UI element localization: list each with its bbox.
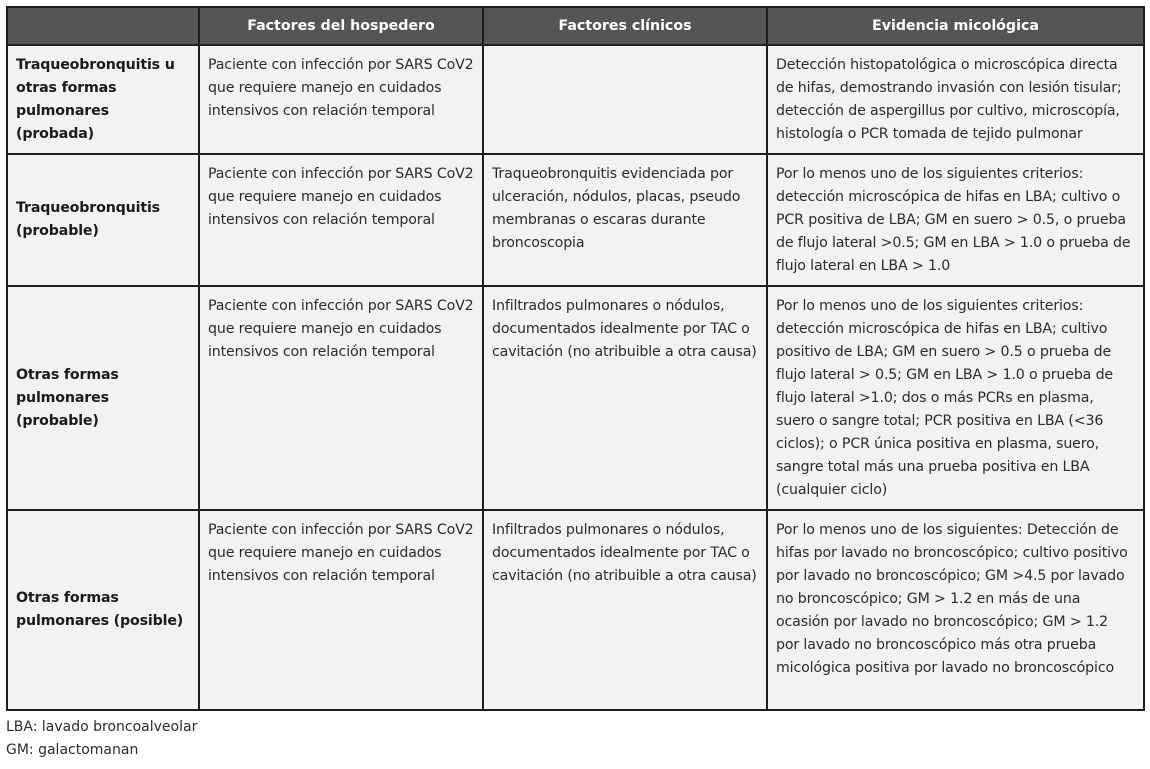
- footnote-lba: LBA: lavado broncoalveolar: [6, 719, 198, 735]
- criteria-table: [6, 6, 1145, 711]
- cell-host-factors: Paciente con infección por SARS CoV2 que requiere manejo en cuidados intensivos con relación temporal: [199, 154, 483, 286]
- table-body: [7, 45, 1144, 710]
- table-row: [7, 45, 1144, 154]
- cell-mycological-evidence: Por lo menos uno de los siguientes criterios: detección microscópica de hifas en LBA; cultivo positivo de LBA; GM en suero > 0.5 o prueba de flujo lateral > 0.5; GM en LBA > 1.0 o prueba de flujo lateral >1.0; dos o más PCRs en plasma, suero o sangre total; PCR positiva en LBA (<36 ciclos); o PCR única positiva en plasma, suero, sangre total más una prueba positiva en LBA (cualquier ciclo): [767, 286, 1144, 510]
- cell-host-factors: Paciente con infección por SARS CoV2 que requiere manejo en cuidados intensivos con relación temporal: [199, 510, 483, 710]
- table-header: [7, 7, 1144, 45]
- cell-clinical-factors: Infiltrados pulmonares o nódulos, documentados idealmente por TAC o cavitación (no atribuible a otra causa): [483, 510, 767, 710]
- row-category: Traqueobronquitis (probable): [7, 154, 199, 286]
- header-clinical-factors: Factores clínicos: [483, 7, 767, 45]
- cell-clinical-factors: [483, 45, 767, 154]
- footnote-gm: GM: galactomanan: [6, 742, 139, 758]
- header-category: [7, 7, 199, 45]
- header-row: [7, 7, 1144, 45]
- row-category: Otras formas pulmonares (probable): [7, 286, 199, 510]
- header-host-factors: Factores del hospedero: [199, 7, 483, 45]
- table-row: [7, 154, 1144, 286]
- cell-clinical-factors: Infiltrados pulmonares o nódulos, documentados idealmente por TAC o cavitación (no atribuible a otra causa): [483, 286, 767, 510]
- header-mycological-evidence: Evidencia micológica: [767, 7, 1144, 45]
- table-row: [7, 510, 1144, 710]
- cell-mycological-evidence: Detección histopatológica o microscópica directa de hifas, demostrando invasión con lesión tisular; detección de aspergillus por cultivo, microscopía, histología o PCR tomada de tejido pulmonar: [767, 45, 1144, 154]
- row-category: Traqueobronquitis u otras formas pulmonares (probada): [7, 45, 199, 154]
- cell-mycological-evidence: Por lo menos uno de los siguientes: Detección de hifas por lavado no broncoscópico; cultivo positivo por lavado no broncoscópico; GM >4.5 por lavado no broncoscópico; GM > 1.2 en más de una ocasión por lavado no broncoscópico; GM > 1.2 por lavado no broncoscópico más otra prueba micológica positiva por lavado no broncoscópico: [767, 510, 1144, 710]
- table-row: [7, 286, 1144, 510]
- row-category: Otras formas pulmonares (posible): [7, 510, 199, 710]
- cell-clinical-factors: Traqueobronquitis evidenciada por ulceración, nódulos, placas, pseudo membranas o escaras durante broncoscopia: [483, 154, 767, 286]
- footnotes: [6, 716, 197, 762]
- cell-mycological-evidence: Por lo menos uno de los siguientes criterios: detección microscópica de hifas en LBA; cultivo o PCR positiva de LBA; GM en suero > 0.5, o prueba de flujo lateral >0.5; GM en LBA > 1.0 o prueba de flujo lateral en LBA > 1.0: [767, 154, 1144, 286]
- cell-host-factors: Paciente con infección por SARS CoV2 que requiere manejo en cuidados intensivos con relación temporal: [199, 286, 483, 510]
- criteria-table-container: [6, 6, 1143, 711]
- cell-host-factors: Paciente con infección por SARS CoV2 que requiere manejo en cuidados intensivos con relación temporal: [199, 45, 483, 154]
